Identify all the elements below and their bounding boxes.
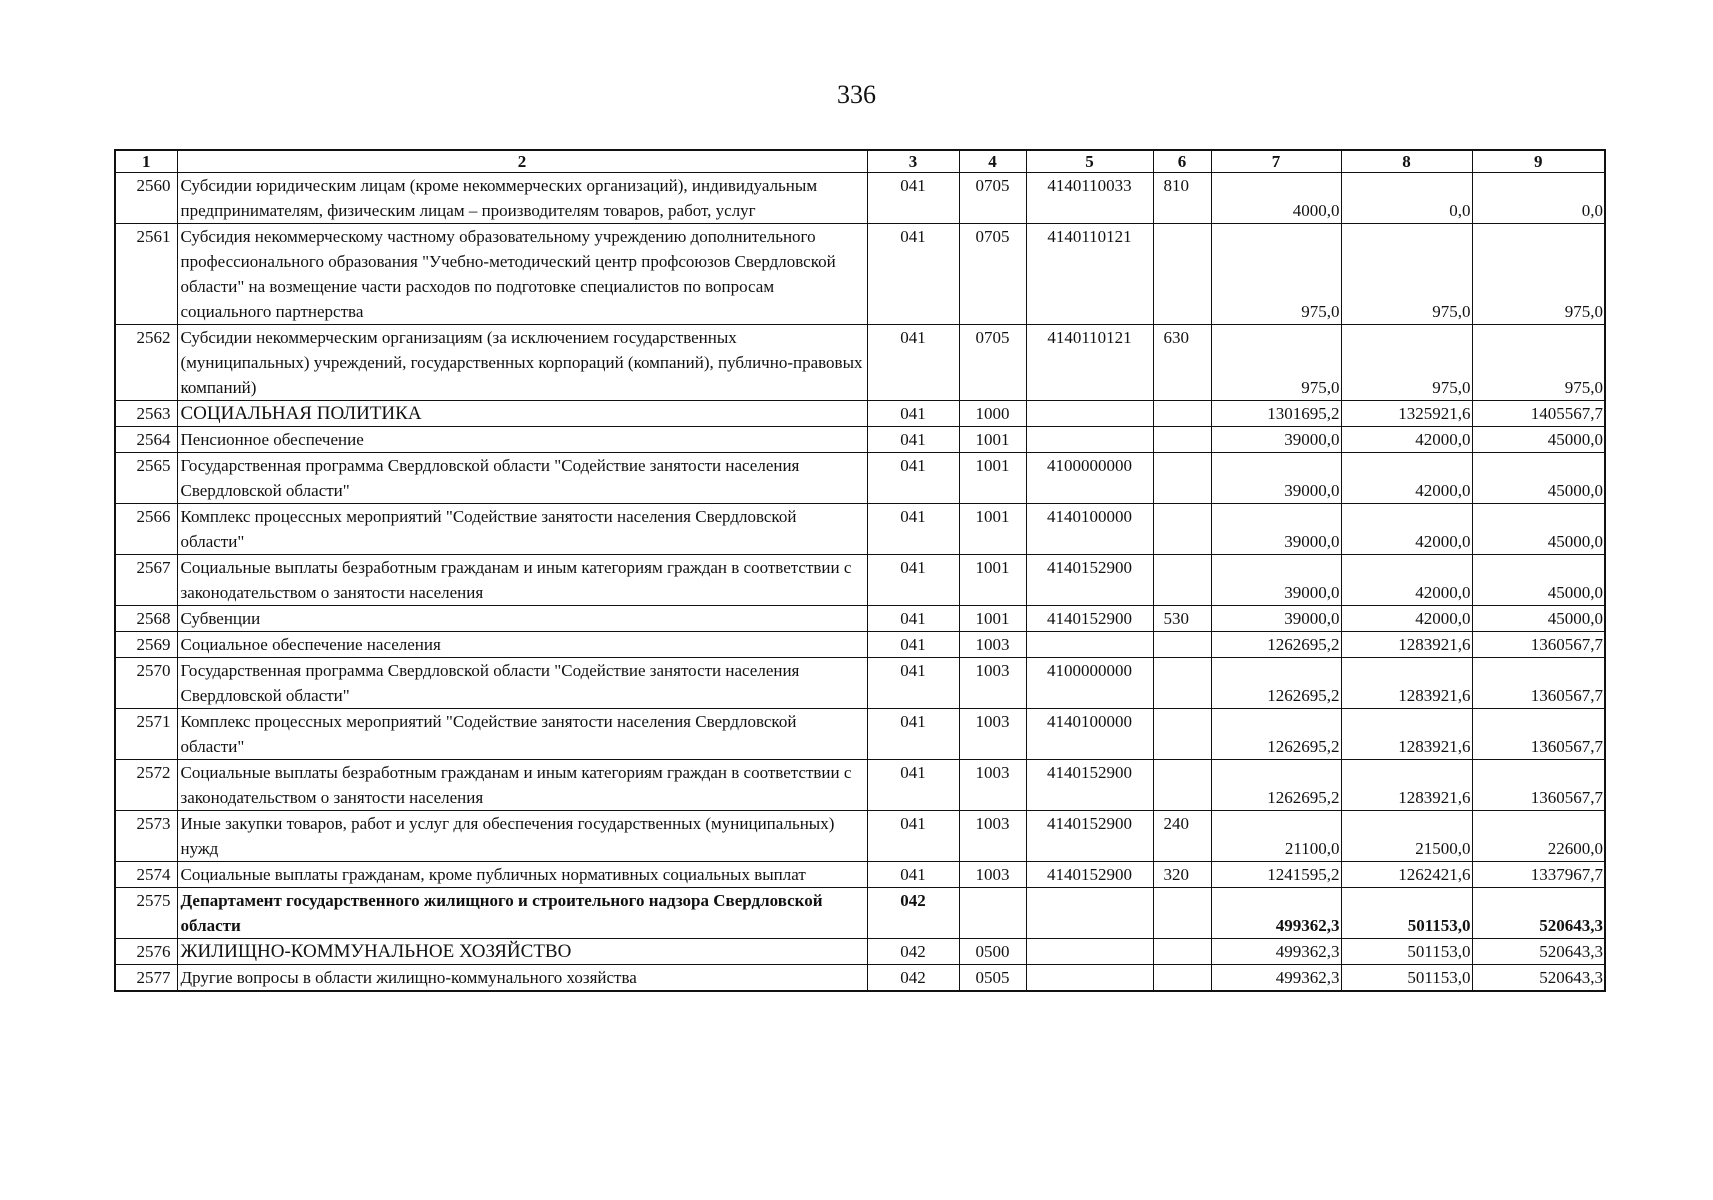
- table-row: [115, 401, 1605, 427]
- table-row: [115, 658, 1605, 709]
- row-description: Государственная программа Свердловской области "Содействие занятости населения Свердловской области": [177, 453, 867, 504]
- row-number: 2561: [115, 224, 177, 325]
- row-target-code: 4140152900: [1026, 555, 1153, 606]
- row-value-col8: 501153,0: [1341, 939, 1472, 965]
- row-description: Государственная программа Свердловской области "Содействие занятости населения Свердловской области": [177, 658, 867, 709]
- row-value-col7: 4000,0: [1211, 173, 1341, 224]
- header-col-1: 1: [115, 150, 177, 173]
- budget-table-container: [114, 149, 1604, 992]
- row-value-col7: 21100,0: [1211, 811, 1341, 862]
- row-section-code: 1000: [959, 401, 1026, 427]
- row-value-col8: 1283921,6: [1341, 658, 1472, 709]
- row-ministry-code: 041: [867, 658, 959, 709]
- row-value-col8: 1283921,6: [1341, 709, 1472, 760]
- row-target-code: [1026, 888, 1153, 939]
- row-value-col9: 975,0: [1472, 224, 1605, 325]
- row-value-col9: 520643,3: [1472, 888, 1605, 939]
- row-value-col9: 45000,0: [1472, 427, 1605, 453]
- table-row: [115, 224, 1605, 325]
- row-number: 2565: [115, 453, 177, 504]
- table-body: [115, 173, 1605, 992]
- row-expense-type: [1153, 709, 1211, 760]
- table-row: [115, 453, 1605, 504]
- row-number: 2573: [115, 811, 177, 862]
- row-expense-type: [1153, 224, 1211, 325]
- row-value-col9: 0,0: [1472, 173, 1605, 224]
- row-expense-type: [1153, 401, 1211, 427]
- row-expense-type: [1153, 453, 1211, 504]
- row-section-code: 1001: [959, 555, 1026, 606]
- row-section-code: 0705: [959, 173, 1026, 224]
- table-row: [115, 939, 1605, 965]
- row-expense-type: [1153, 555, 1211, 606]
- row-value-col8: 975,0: [1341, 224, 1472, 325]
- row-description: СОЦИАЛЬНАЯ ПОЛИТИКА: [177, 401, 867, 427]
- row-value-col7: 499362,3: [1211, 939, 1341, 965]
- row-ministry-code: 041: [867, 811, 959, 862]
- table-row: [115, 555, 1605, 606]
- row-value-col7: 1262695,2: [1211, 709, 1341, 760]
- row-value-col7: 1241595,2: [1211, 862, 1341, 888]
- row-value-col9: 1360567,7: [1472, 658, 1605, 709]
- row-ministry-code: 041: [867, 427, 959, 453]
- row-description: Субсидии юридическим лицам (кроме некоммерческих организаций), индивидуальным предпринимателям, физическим лицам – производителям товаров, работ, услуг: [177, 173, 867, 224]
- row-value-col8: 42000,0: [1341, 453, 1472, 504]
- row-description: Иные закупки товаров, работ и услуг для обеспечения государственных (муниципальных) нужд: [177, 811, 867, 862]
- row-number: 2566: [115, 504, 177, 555]
- row-value-col8: 1262421,6: [1341, 862, 1472, 888]
- row-value-col9: 1405567,7: [1472, 401, 1605, 427]
- row-ministry-code: 042: [867, 939, 959, 965]
- row-value-col9: 1360567,7: [1472, 632, 1605, 658]
- row-target-code: 4140110121: [1026, 224, 1153, 325]
- row-section-code: 1003: [959, 709, 1026, 760]
- row-ministry-code: 042: [867, 965, 959, 992]
- header-col-3: 3: [867, 150, 959, 173]
- header-col-6: 6: [1153, 150, 1211, 173]
- row-target-code: 4140110033: [1026, 173, 1153, 224]
- row-value-col9: 22600,0: [1472, 811, 1605, 862]
- row-target-code: [1026, 965, 1153, 992]
- row-expense-type: [1153, 504, 1211, 555]
- header-col-9: 9: [1472, 150, 1605, 173]
- row-section-code: [959, 888, 1026, 939]
- row-value-col8: 501153,0: [1341, 965, 1472, 992]
- row-target-code: 4100000000: [1026, 453, 1153, 504]
- row-number: 2570: [115, 658, 177, 709]
- row-target-code: [1026, 401, 1153, 427]
- row-description: Социальные выплаты безработным гражданам и иным категориям граждан в соответствии с законодательством о занятости населения: [177, 555, 867, 606]
- row-value-col7: 975,0: [1211, 325, 1341, 401]
- row-section-code: 0500: [959, 939, 1026, 965]
- budget-table: [114, 149, 1606, 992]
- row-value-col7: 499362,3: [1211, 888, 1341, 939]
- row-target-code: [1026, 939, 1153, 965]
- row-section-code: 1003: [959, 811, 1026, 862]
- row-number: 2562: [115, 325, 177, 401]
- table-row: [115, 862, 1605, 888]
- row-description: ЖИЛИЩНО-КОММУНАЛЬНОЕ ХОЗЯЙСТВО: [177, 939, 867, 965]
- row-ministry-code: 041: [867, 453, 959, 504]
- row-ministry-code: 041: [867, 325, 959, 401]
- row-number: 2574: [115, 862, 177, 888]
- header-col-7: 7: [1211, 150, 1341, 173]
- row-value-col9: 1360567,7: [1472, 709, 1605, 760]
- row-expense-type: 630: [1153, 325, 1211, 401]
- row-target-code: 4140152900: [1026, 862, 1153, 888]
- table-row: [115, 709, 1605, 760]
- row-number: 2576: [115, 939, 177, 965]
- row-description: Комплекс процессных мероприятий "Содействие занятости населения Свердловской области": [177, 709, 867, 760]
- row-number: 2568: [115, 606, 177, 632]
- table-row: [115, 427, 1605, 453]
- header-col-8: 8: [1341, 150, 1472, 173]
- row-section-code: 1001: [959, 427, 1026, 453]
- row-ministry-code: 041: [867, 173, 959, 224]
- table-row: [115, 760, 1605, 811]
- row-target-code: 4140100000: [1026, 504, 1153, 555]
- row-value-col7: 975,0: [1211, 224, 1341, 325]
- row-value-col7: 1301695,2: [1211, 401, 1341, 427]
- row-target-code: 4140152900: [1026, 606, 1153, 632]
- row-number: 2577: [115, 965, 177, 992]
- row-value-col8: 0,0: [1341, 173, 1472, 224]
- row-number: 2571: [115, 709, 177, 760]
- row-expense-type: [1153, 658, 1211, 709]
- row-expense-type: 320: [1153, 862, 1211, 888]
- row-value-col8: 1283921,6: [1341, 632, 1472, 658]
- row-expense-type: 240: [1153, 811, 1211, 862]
- row-value-col8: 1325921,6: [1341, 401, 1472, 427]
- row-target-code: 4140152900: [1026, 760, 1153, 811]
- row-value-col9: 520643,3: [1472, 965, 1605, 992]
- row-value-col9: 520643,3: [1472, 939, 1605, 965]
- row-description: Пенсионное обеспечение: [177, 427, 867, 453]
- row-section-code: 1001: [959, 504, 1026, 555]
- row-expense-type: 810: [1153, 173, 1211, 224]
- row-value-col9: 45000,0: [1472, 453, 1605, 504]
- row-section-code: 1003: [959, 632, 1026, 658]
- row-value-col7: 499362,3: [1211, 965, 1341, 992]
- row-value-col7: 39000,0: [1211, 555, 1341, 606]
- row-value-col9: 45000,0: [1472, 555, 1605, 606]
- row-description: Социальные выплаты гражданам, кроме публичных нормативных социальных выплат: [177, 862, 867, 888]
- table-row: [115, 606, 1605, 632]
- row-value-col9: 45000,0: [1472, 504, 1605, 555]
- row-section-code: 1003: [959, 760, 1026, 811]
- row-ministry-code: 041: [867, 760, 959, 811]
- row-description: Субсидия некоммерческому частному образовательному учреждению дополнительного профессионального образования "Учебно-методический центр профсоюзов Свердловской области" на возмещение части расходов по подготовке специалистов по вопросам социального партнерства: [177, 224, 867, 325]
- table-row: [115, 504, 1605, 555]
- row-description: Социальные выплаты безработным гражданам и иным категориям граждан в соответствии с законодательством о занятости населения: [177, 760, 867, 811]
- row-value-col8: 42000,0: [1341, 555, 1472, 606]
- row-value-col7: 39000,0: [1211, 427, 1341, 453]
- row-number: 2569: [115, 632, 177, 658]
- row-description: Субсидии некоммерческим организациям (за исключением государственных (муниципальных) учреждений, государственных корпораций (компаний), публично-правовых компаний): [177, 325, 867, 401]
- row-value-col7: 1262695,2: [1211, 760, 1341, 811]
- header-col-5: 5: [1026, 150, 1153, 173]
- row-section-code: 1001: [959, 453, 1026, 504]
- row-target-code: 4100000000: [1026, 658, 1153, 709]
- row-value-col7: 1262695,2: [1211, 632, 1341, 658]
- row-target-code: [1026, 427, 1153, 453]
- row-value-col7: 39000,0: [1211, 504, 1341, 555]
- row-description: Комплекс процессных мероприятий "Содействие занятости населения Свердловской области": [177, 504, 867, 555]
- row-value-col8: 42000,0: [1341, 504, 1472, 555]
- table-row: [115, 811, 1605, 862]
- row-ministry-code: 041: [867, 401, 959, 427]
- row-section-code: 0505: [959, 965, 1026, 992]
- row-ministry-code: 042: [867, 888, 959, 939]
- row-value-col9: 1337967,7: [1472, 862, 1605, 888]
- row-expense-type: [1153, 632, 1211, 658]
- row-value-col7: 39000,0: [1211, 453, 1341, 504]
- row-number: 2560: [115, 173, 177, 224]
- row-value-col7: 1262695,2: [1211, 658, 1341, 709]
- row-value-col8: 975,0: [1341, 325, 1472, 401]
- row-number: 2563: [115, 401, 177, 427]
- row-value-col7: 39000,0: [1211, 606, 1341, 632]
- row-target-code: 4140152900: [1026, 811, 1153, 862]
- row-ministry-code: 041: [867, 504, 959, 555]
- row-target-code: 4140100000: [1026, 709, 1153, 760]
- row-value-col8: 21500,0: [1341, 811, 1472, 862]
- row-value-col8: 501153,0: [1341, 888, 1472, 939]
- row-expense-type: 530: [1153, 606, 1211, 632]
- row-number: 2567: [115, 555, 177, 606]
- row-value-col9: 45000,0: [1472, 606, 1605, 632]
- table-row: [115, 173, 1605, 224]
- row-value-col8: 42000,0: [1341, 606, 1472, 632]
- row-expense-type: [1153, 427, 1211, 453]
- table-header: [115, 150, 1605, 173]
- row-expense-type: [1153, 939, 1211, 965]
- table-row: [115, 888, 1605, 939]
- row-ministry-code: 041: [867, 709, 959, 760]
- row-number: 2575: [115, 888, 177, 939]
- row-value-col8: 42000,0: [1341, 427, 1472, 453]
- row-ministry-code: 041: [867, 632, 959, 658]
- row-value-col8: 1283921,6: [1341, 760, 1472, 811]
- header-col-2: 2: [177, 150, 867, 173]
- row-number: 2572: [115, 760, 177, 811]
- row-ministry-code: 041: [867, 606, 959, 632]
- row-description: Социальное обеспечение населения: [177, 632, 867, 658]
- row-ministry-code: 041: [867, 862, 959, 888]
- row-value-col9: 1360567,7: [1472, 760, 1605, 811]
- row-ministry-code: 041: [867, 555, 959, 606]
- row-value-col9: 975,0: [1472, 325, 1605, 401]
- row-ministry-code: 041: [867, 224, 959, 325]
- row-description: Субвенции: [177, 606, 867, 632]
- row-expense-type: [1153, 888, 1211, 939]
- header-row: [115, 150, 1605, 173]
- row-description: Департамент государственного жилищного и строительного надзора Свердловской области: [177, 888, 867, 939]
- table-row: [115, 632, 1605, 658]
- header-col-4: 4: [959, 150, 1026, 173]
- row-target-code: [1026, 632, 1153, 658]
- row-number: 2564: [115, 427, 177, 453]
- row-section-code: 1001: [959, 606, 1026, 632]
- table-row: [115, 325, 1605, 401]
- page-number: 336: [837, 80, 876, 109]
- row-section-code: 0705: [959, 325, 1026, 401]
- row-section-code: 1003: [959, 862, 1026, 888]
- row-section-code: 0705: [959, 224, 1026, 325]
- row-section-code: 1003: [959, 658, 1026, 709]
- row-description: Другие вопросы в области жилищно-коммунального хозяйства: [177, 965, 867, 992]
- table-row: [115, 965, 1605, 992]
- row-expense-type: [1153, 760, 1211, 811]
- row-target-code: 4140110121: [1026, 325, 1153, 401]
- row-expense-type: [1153, 965, 1211, 992]
